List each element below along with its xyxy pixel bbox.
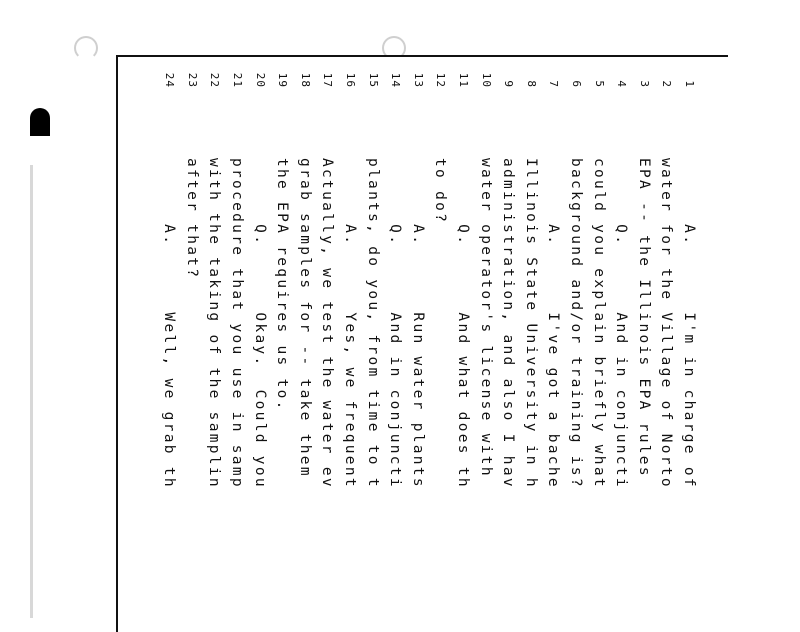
transcript-line bbox=[338, 60, 361, 620]
line-number: 13 bbox=[411, 72, 425, 88]
line-text: Q. And in conjuncti bbox=[613, 158, 630, 489]
line-number: 8 bbox=[524, 80, 538, 88]
line-text: after that? bbox=[183, 158, 200, 280]
line-number: 21 bbox=[231, 72, 244, 88]
transcript-line bbox=[271, 60, 294, 620]
transcript-line bbox=[564, 60, 587, 620]
transcript-line bbox=[519, 60, 542, 620]
transcript-line bbox=[384, 60, 407, 620]
transcript-line bbox=[497, 60, 520, 620]
line-text: A. Well, we grab th bbox=[161, 158, 178, 489]
line-text: A. Run water plants bbox=[409, 158, 426, 489]
binder-tab bbox=[30, 108, 50, 136]
transcript-line bbox=[406, 60, 429, 620]
line-number: 23 bbox=[185, 72, 199, 88]
transcript-line bbox=[316, 60, 339, 620]
line-number: 14 bbox=[389, 72, 403, 88]
line-number: 1 bbox=[683, 80, 696, 88]
line-text: could you explain briefly what bbox=[590, 158, 607, 489]
hole-punch-left bbox=[74, 36, 98, 60]
transcript-line bbox=[587, 60, 610, 620]
line-text: administration, and also I hav bbox=[500, 158, 517, 489]
line-text: water for the Village of Norto bbox=[658, 158, 675, 489]
line-text: to do? bbox=[432, 158, 449, 225]
line-text: Q. Okay. Could you bbox=[251, 158, 268, 489]
transcript-line bbox=[158, 60, 181, 620]
transcript-line bbox=[677, 60, 700, 620]
line-number: 17 bbox=[321, 72, 335, 88]
transcript-line bbox=[655, 60, 678, 620]
line-text: Actually, we test the water ev bbox=[319, 158, 336, 489]
line-number: 24 bbox=[163, 72, 177, 88]
line-text: grab samples for -- take them bbox=[296, 158, 313, 478]
line-number: 2 bbox=[660, 80, 674, 88]
line-number: 10 bbox=[479, 72, 493, 88]
line-number: 7 bbox=[547, 80, 561, 88]
line-text: A. Yes, we frequent bbox=[342, 158, 358, 489]
line-number: 6 bbox=[570, 80, 583, 88]
transcript-line bbox=[451, 60, 474, 620]
transcript-line bbox=[429, 60, 452, 620]
line-text: procedure that you use in samp bbox=[229, 158, 245, 489]
line-number: 4 bbox=[615, 80, 629, 88]
line-text: Q. And what does th bbox=[455, 158, 471, 489]
transcript-line bbox=[180, 60, 203, 620]
line-text: A. I'm in charge of bbox=[681, 158, 697, 489]
transcript-line bbox=[225, 60, 248, 620]
transcript-line bbox=[203, 60, 226, 620]
line-text: Illinois State University in h bbox=[522, 158, 539, 489]
transcript-line bbox=[361, 60, 384, 620]
line-number: 18 bbox=[298, 72, 312, 88]
scan-edge-line bbox=[30, 165, 33, 618]
line-number: 20 bbox=[253, 72, 267, 88]
line-number: 5 bbox=[592, 80, 606, 88]
line-number: 3 bbox=[637, 80, 651, 88]
line-number: 15 bbox=[366, 72, 380, 88]
line-text: Q. And in conjuncti bbox=[387, 158, 404, 489]
transcript-line bbox=[632, 60, 655, 620]
line-text: A. I've got a bache bbox=[545, 158, 562, 489]
line-text: background and/or training is? bbox=[568, 158, 584, 489]
line-number: 19 bbox=[276, 72, 290, 88]
transcript-line bbox=[542, 60, 565, 620]
rotated-transcript bbox=[140, 60, 700, 620]
line-number: 9 bbox=[502, 80, 516, 88]
line-number: 16 bbox=[344, 72, 357, 88]
line-text: EPA -- the Illinois EPA rules bbox=[635, 158, 652, 478]
line-text: plants, do you, from time to t bbox=[364, 158, 381, 489]
line-number: 22 bbox=[208, 72, 222, 88]
transcript-line bbox=[293, 60, 316, 620]
line-text: with the taking of the samplin bbox=[206, 158, 223, 489]
line-text: the EPA requires us to. bbox=[274, 158, 291, 412]
line-number: 11 bbox=[457, 72, 470, 88]
transcript-line bbox=[248, 60, 271, 620]
line-number: 12 bbox=[434, 72, 448, 88]
line-text: water operator's license with bbox=[477, 158, 494, 478]
transcript-line bbox=[474, 60, 497, 620]
transcript-line bbox=[610, 60, 633, 620]
